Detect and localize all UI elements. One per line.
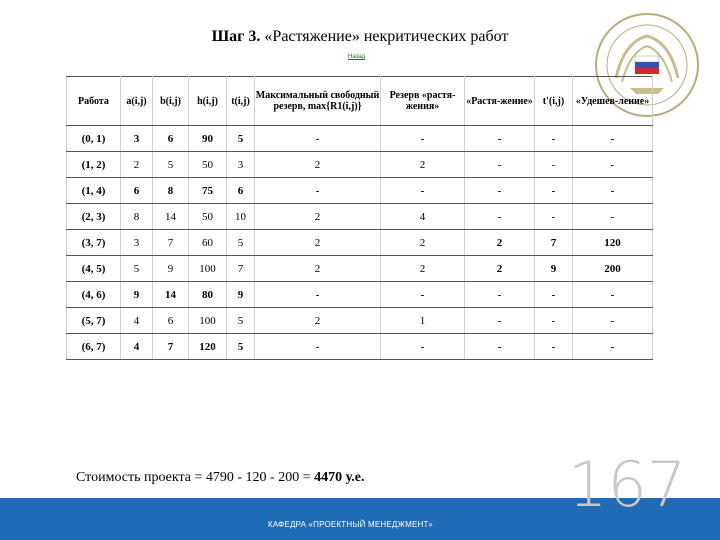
table-cell: 9	[227, 282, 255, 308]
table-header: b(i,j)	[153, 77, 189, 126]
table-cell: -	[465, 152, 535, 178]
table-cell: -	[573, 178, 653, 204]
table-cell: -	[465, 204, 535, 230]
table-cell: 2	[381, 152, 465, 178]
project-cost	[76, 470, 364, 486]
table-cell: (1, 2)	[67, 152, 121, 178]
table-cell: 2	[381, 256, 465, 282]
table-cell: (0, 1)	[67, 126, 121, 152]
table-cell: 5	[227, 334, 255, 360]
table-cell: 2	[255, 256, 381, 282]
table-cell: 3	[121, 230, 153, 256]
table-cell: 50	[189, 152, 227, 178]
table-cell: -	[381, 178, 465, 204]
table-cell: 2	[465, 230, 535, 256]
table-cell: 2	[465, 256, 535, 282]
table-cell: -	[381, 282, 465, 308]
table-cell: 5	[153, 152, 189, 178]
table-cell: 7	[153, 230, 189, 256]
table-header: a(i,j)	[121, 77, 153, 126]
table-cell: (1, 4)	[67, 178, 121, 204]
table-row	[67, 230, 653, 256]
table-row	[67, 256, 653, 282]
table-cell: 100	[189, 308, 227, 334]
table-cell: 50	[189, 204, 227, 230]
table-cell: 3	[121, 126, 153, 152]
table-cell: 9	[535, 256, 573, 282]
table-cell: 120	[189, 334, 227, 360]
table-cell: 2	[255, 152, 381, 178]
table-cell: -	[381, 334, 465, 360]
table-cell: -	[535, 152, 573, 178]
project-cost-formula: Стоимость проекта = 4790 - 120 - 200 =	[76, 470, 315, 485]
table-row	[67, 126, 653, 152]
table-cell: -	[535, 282, 573, 308]
table-cell: 2	[121, 152, 153, 178]
table-cell: -	[465, 308, 535, 334]
table-cell: 2	[255, 204, 381, 230]
table-cell: -	[255, 282, 381, 308]
back-link[interactable]: Назад	[348, 54, 366, 60]
table-header-row	[67, 77, 653, 126]
table-cell: (3, 7)	[67, 230, 121, 256]
table-cell: -	[465, 178, 535, 204]
table-cell: 6	[153, 308, 189, 334]
table-cell: 5	[227, 308, 255, 334]
table-cell: 100	[189, 256, 227, 282]
table-cell: 10	[227, 204, 255, 230]
table-cell: 14	[153, 204, 189, 230]
slide-title-text: «Растяжение» некритических работ	[260, 28, 509, 45]
table-cell: -	[381, 126, 465, 152]
table-cell: 3	[227, 152, 255, 178]
table-header: t(i,j)	[227, 77, 255, 126]
table-cell: 8	[121, 204, 153, 230]
table-cell: -	[573, 126, 653, 152]
table-cell: -	[573, 282, 653, 308]
table-row	[67, 152, 653, 178]
table-row	[67, 308, 653, 334]
table-row	[67, 282, 653, 308]
table-cell: 4	[121, 308, 153, 334]
table-cell: 6	[121, 178, 153, 204]
table-cell: -	[465, 126, 535, 152]
table-cell: 75	[189, 178, 227, 204]
table-cell: 14	[153, 282, 189, 308]
table-cell: 2	[381, 230, 465, 256]
table-cell: -	[465, 282, 535, 308]
table-header: Работа	[67, 77, 121, 126]
page-number: 167	[568, 448, 687, 521]
table-cell: -	[535, 178, 573, 204]
table-cell: 4	[381, 204, 465, 230]
table-cell: 9	[153, 256, 189, 282]
table-cell: (4, 6)	[67, 282, 121, 308]
table-cell: (5, 7)	[67, 308, 121, 334]
table-cell: 5	[121, 256, 153, 282]
table-cell: -	[255, 178, 381, 204]
table-cell: (4, 5)	[67, 256, 121, 282]
table-cell: 120	[573, 230, 653, 256]
table-header: Максимальный свободный резерв, max{R1(i,j)}	[255, 77, 381, 126]
table-cell: (6, 7)	[67, 334, 121, 360]
table-header: «Удешев-ление»	[573, 77, 653, 126]
table-cell: 5	[227, 126, 255, 152]
table-cell: -	[535, 126, 573, 152]
table-cell: 4	[121, 334, 153, 360]
table-cell: 7	[535, 230, 573, 256]
table-cell: -	[573, 204, 653, 230]
table-row	[67, 334, 653, 360]
table-cell: -	[573, 308, 653, 334]
table-cell: 6	[227, 178, 255, 204]
table-cell: 5	[227, 230, 255, 256]
table-cell: -	[255, 126, 381, 152]
table-header: h(i,j)	[189, 77, 227, 126]
table-cell: (2, 3)	[67, 204, 121, 230]
table-cell: -	[465, 334, 535, 360]
table-header: t'(i,j)	[535, 77, 573, 126]
table-cell: -	[573, 334, 653, 360]
table-cell: 60	[189, 230, 227, 256]
table-cell: 7	[153, 334, 189, 360]
data-table	[66, 76, 653, 360]
table-cell: -	[535, 334, 573, 360]
table-cell: -	[535, 308, 573, 334]
project-cost-result: 4470 у.е.	[314, 470, 365, 485]
table-header: «Растя-жение»	[465, 77, 535, 126]
table-cell: 90	[189, 126, 227, 152]
table-cell: 7	[227, 256, 255, 282]
table-cell: -	[573, 152, 653, 178]
table-row	[67, 178, 653, 204]
table-cell: 8	[153, 178, 189, 204]
table-cell: 2	[255, 308, 381, 334]
table-header: Резерв «растя-жения»	[381, 77, 465, 126]
table-cell: 2	[255, 230, 381, 256]
table-cell: 6	[153, 126, 189, 152]
table-cell: 80	[189, 282, 227, 308]
slide-title-step: Шаг 3.	[211, 28, 261, 45]
table-cell: 9	[121, 282, 153, 308]
table-cell: 200	[573, 256, 653, 282]
table-cell: -	[255, 334, 381, 360]
footer-department: КАФЕДРА «ПРОЕКТНЫЙ МЕНЕДЖМЕНТ»	[268, 520, 433, 529]
table-row	[67, 204, 653, 230]
table-cell: 1	[381, 308, 465, 334]
table-cell: -	[535, 204, 573, 230]
